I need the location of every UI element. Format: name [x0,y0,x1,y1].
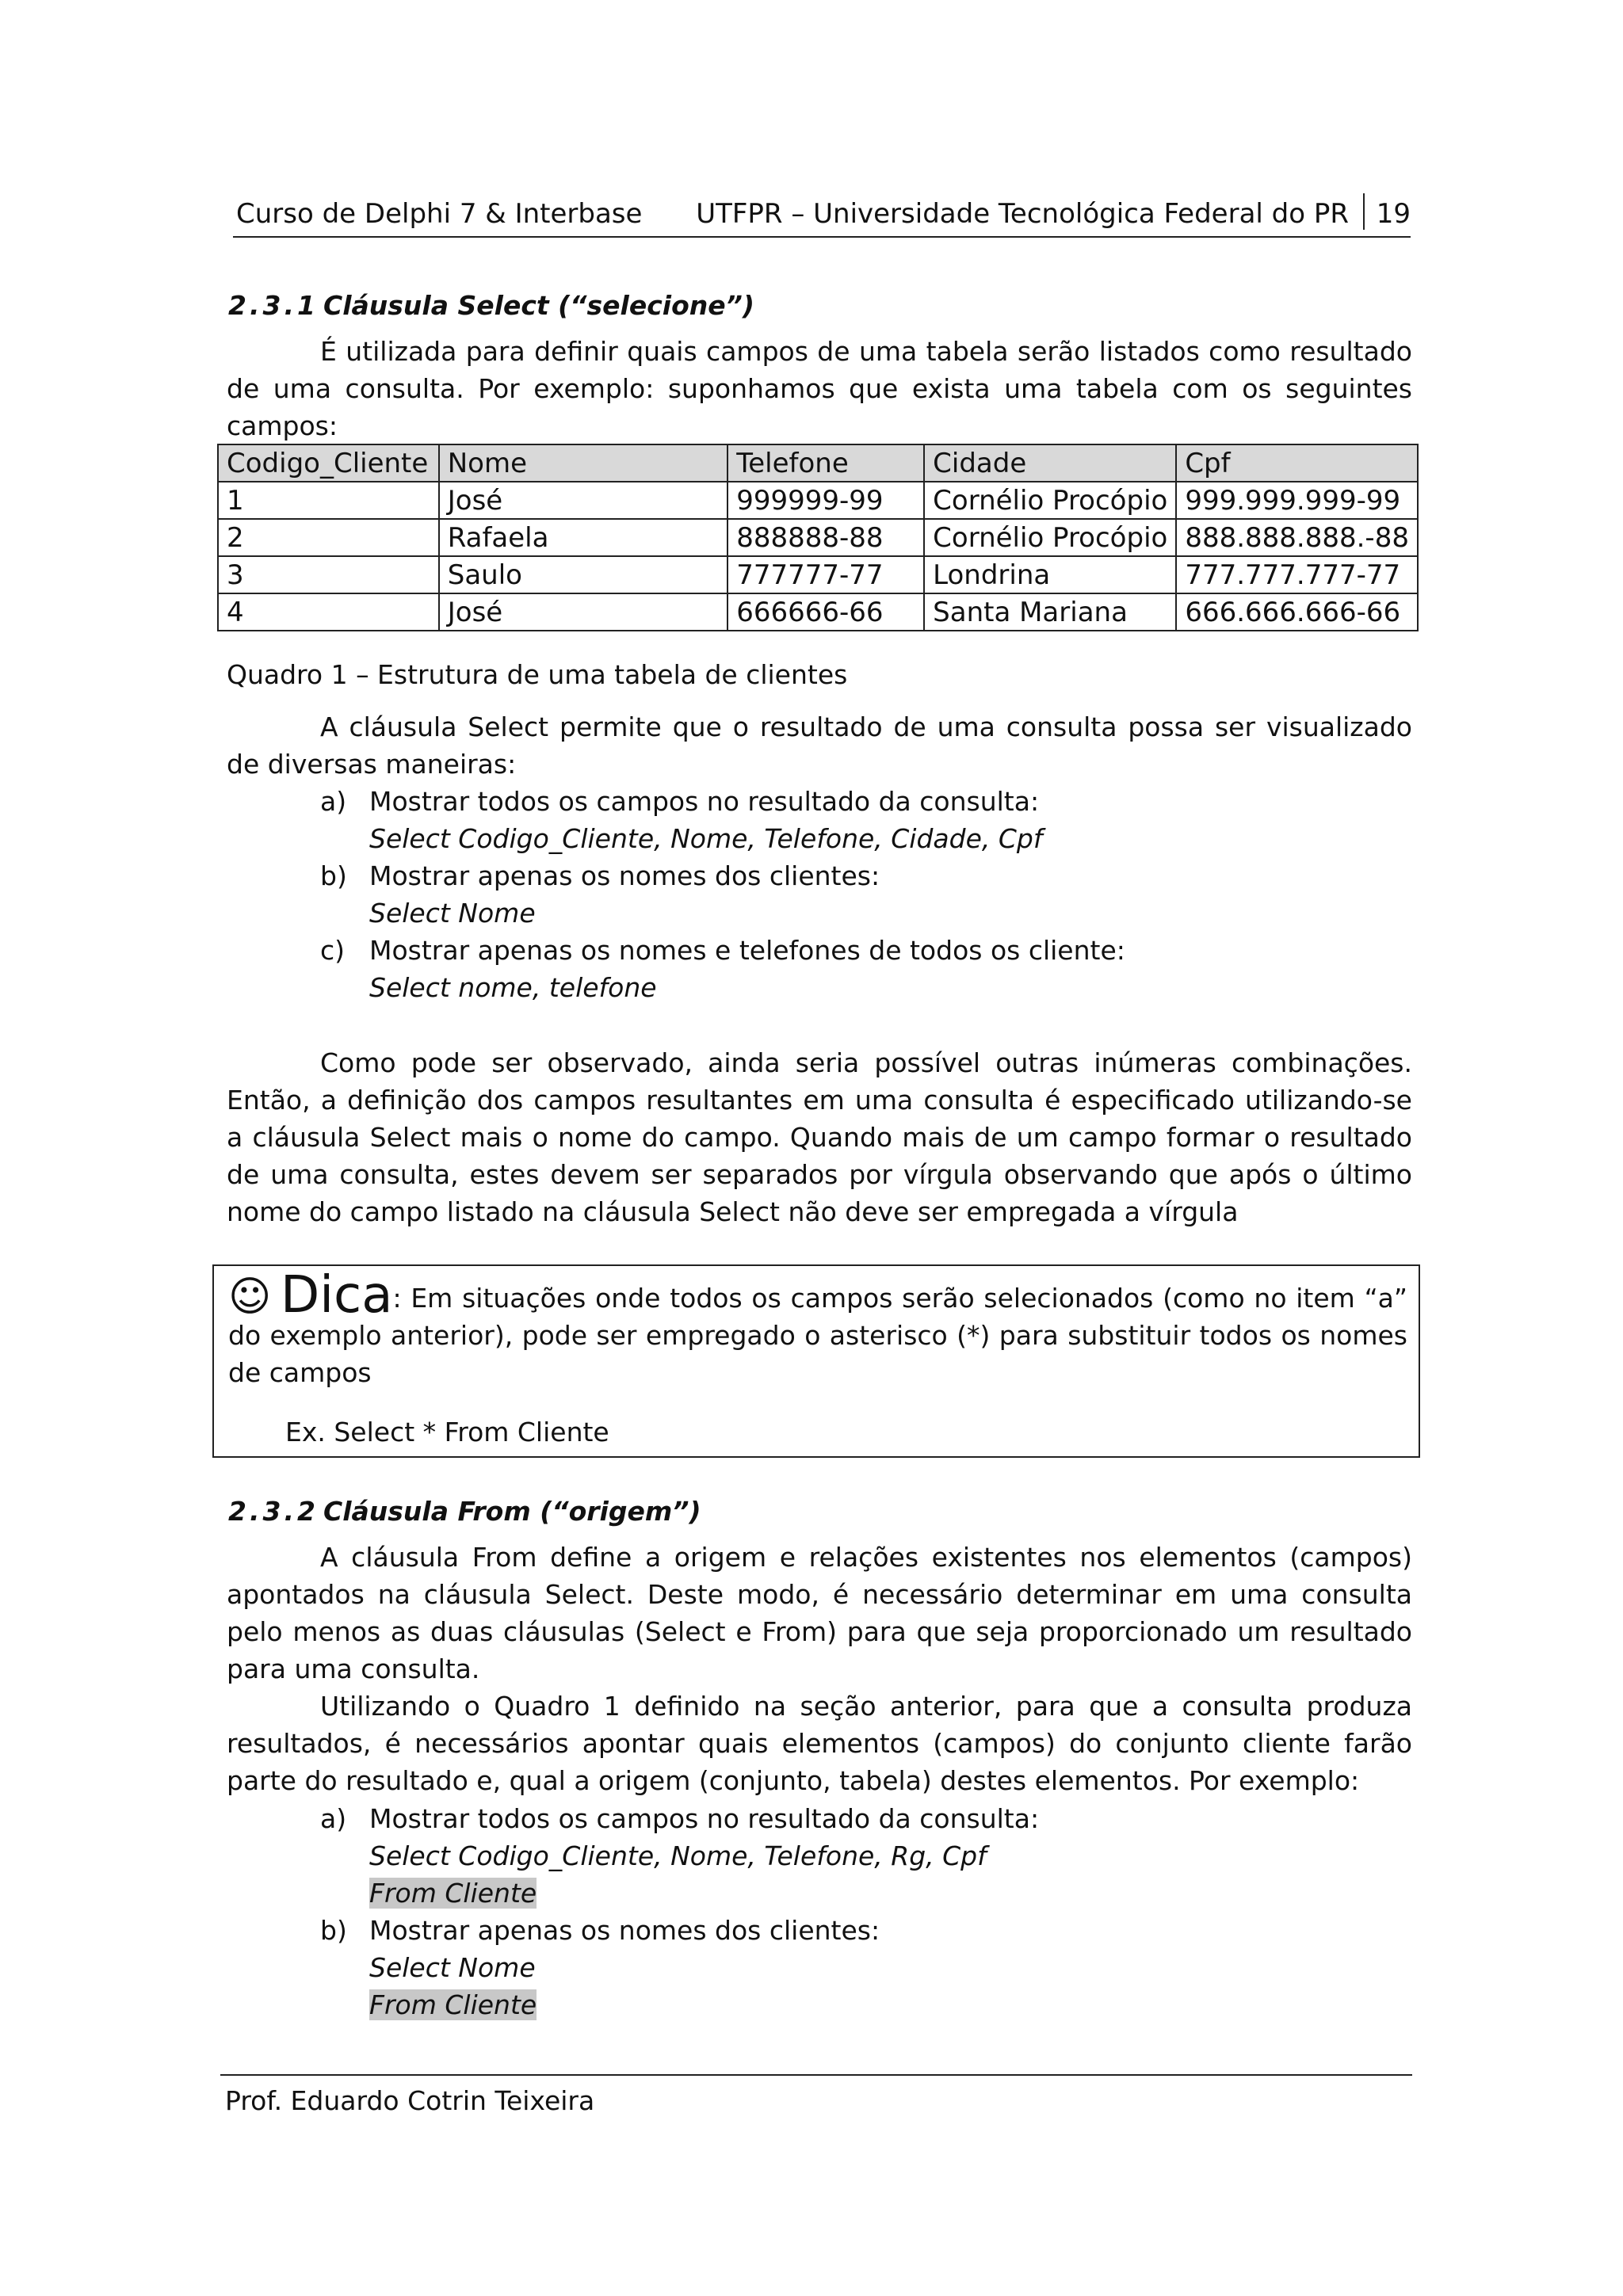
tip-title: Dica [280,1266,393,1325]
table-cell: 2 [218,519,439,556]
table-cell: 1 [218,482,439,519]
table-cell: 999999-99 [727,482,924,519]
paragraph-select-ways: A cláusula Select permite que o resultado de uma consulta possa ser visualizado de diversas maneiras: [227,711,1412,780]
section-title: Cláusula Select (“selecione”) [323,290,754,321]
select-examples-list [320,783,1125,1006]
page-number: 19 [1376,198,1411,230]
table-cell: 666666-66 [727,593,924,631]
column-header: Codigo_Cliente [218,444,439,482]
table-cell: 999.999.999-99 [1176,482,1418,519]
sql-code: Select Codigo_Cliente, Nome, Telefone, Cidade, Cpf [369,823,1043,854]
column-header: Nome [439,444,727,482]
smiley-icon: ☺ [228,1273,272,1321]
table-cell: Londrina [924,556,1176,593]
tip-text: ☺ Dica: Em situações onde todos os campos serão selecionados (como no item “a” do exemplo anterior), pode ser empregado o asterisco (*) para substituir todos os nomes de campos [228,1266,1407,1388]
paragraph-from-definition: A cláusula From define a origem e relações existentes nos elementos (campos) apontados na cláusula Select. Deste modo, é necessário determinar em uma consulta pelo menos as duas cláusulas (Select e From) para que seja proporcionado um resultado para uma consulta. [227,1542,1412,1684]
column-header: Cpf [1176,444,1418,482]
sql-code: Select nome, telefone [369,972,657,1003]
table-cell: Santa Mariana [924,593,1176,631]
table-row [218,482,1418,519]
table-cell: 666.666.666-66 [1176,593,1418,631]
sql-code: Select Nome [369,898,536,929]
tip-example: Ex. Select * From Cliente [285,1417,609,1447]
paragraph-select-intro: É utilizada para definir quais campos de uma tabela serão listados como resultado de uma consulta. Por exemplo: suponhamos que exista uma tabela com os seguintes campos: [227,336,1412,441]
footer-author: Prof. Eduardo Cotrin Teixeira [225,2085,595,2116]
table-header-row [218,444,1418,482]
sql-from-highlight: From Cliente [369,1989,537,2020]
tip-box [212,1264,1420,1458]
table-cell: Rafaela [439,519,727,556]
footer-divider [220,2074,1412,2076]
section-number: 2.3.2 [228,1496,319,1527]
from-examples-list [320,1800,1039,2023]
list-item: b) Mostrar apenas os nomes dos clientes: Select Nome [320,857,1125,932]
table-cell: Saulo [439,556,727,593]
list-item: a) Mostrar todos os campos no resultado da consulta: Select Codigo_Cliente, Nome, Telefone, Cidade, Cpf [320,783,1125,857]
table-cell: 888888-88 [727,519,924,556]
section-heading-select [228,290,754,321]
section-title: Cláusula From (“origem”) [323,1496,701,1527]
table-cell: Cornélio Procópio [924,482,1176,519]
header-institution: UTFPR – Universidade Tecnológica Federal do PR [696,198,1349,230]
header-divider [1363,193,1365,230]
table-row [218,593,1418,631]
paragraph-observation: Como pode ser observado, ainda seria possível outras inúmeras combinações. Então, a definição dos campos resultantes em uma consulta é especificado utilizando-se a cláusula Select mais o nome do campo. Quando mais de um campo formar o resultado de uma consulta, estes devem ser separados por vírgula observando que após o último nome do campo listado na cláusula Select não deve ser empregada a vírgula [227,1047,1412,1227]
header-course-title: Curso de Delphi 7 & Interbase [236,198,643,230]
paragraph-from-usage: Utilizando o Quadro 1 definido na seção anterior, para que a consulta produza resultados, é necessários apontar quais elementos (campos) do conjunto cliente farão parte do resultado e, qual a origem (conjunto, tabela) destes elementos. Por exemplo: [227,1691,1412,1796]
table-cell: José [439,593,727,631]
sql-from-highlight: From Cliente [369,1878,537,1909]
table-cell: 3 [218,556,439,593]
section-heading-from [228,1496,701,1527]
table-cell: 4 [218,593,439,631]
list-item: a) Mostrar todos os campos no resultado da consulta: Select Codigo_Cliente, Nome, Telefone, Rg, Cpf From Cliente [320,1803,1040,1909]
table-caption: Quadro 1 – Estrutura de uma tabela de clientes [227,659,848,690]
column-header: Telefone [727,444,924,482]
table-cell: Cornélio Procópio [924,519,1176,556]
table-row [218,556,1418,593]
table-row [218,519,1418,556]
sql-code: Select Nome [369,1952,536,1983]
table-cell: 777777-77 [727,556,924,593]
column-header: Cidade [924,444,1176,482]
sql-code: Select Codigo_Cliente, Nome, Telefone, Rg, Cpf [369,1840,987,1871]
section-number: 2.3.1 [228,290,319,321]
table-cell: José [439,482,727,519]
page-header [233,192,1411,238]
list-item: c) Mostrar apenas os nomes e telefones de todos os cliente: Select nome, telefone [320,932,1125,1006]
table-cell: 777.777.777-77 [1176,556,1418,593]
list-item: b) Mostrar apenas os nomes dos clientes: Select Nome From Cliente [320,1912,1039,2023]
table-cell: 888.888.888.-88 [1176,519,1418,556]
clients-table [217,444,1419,631]
